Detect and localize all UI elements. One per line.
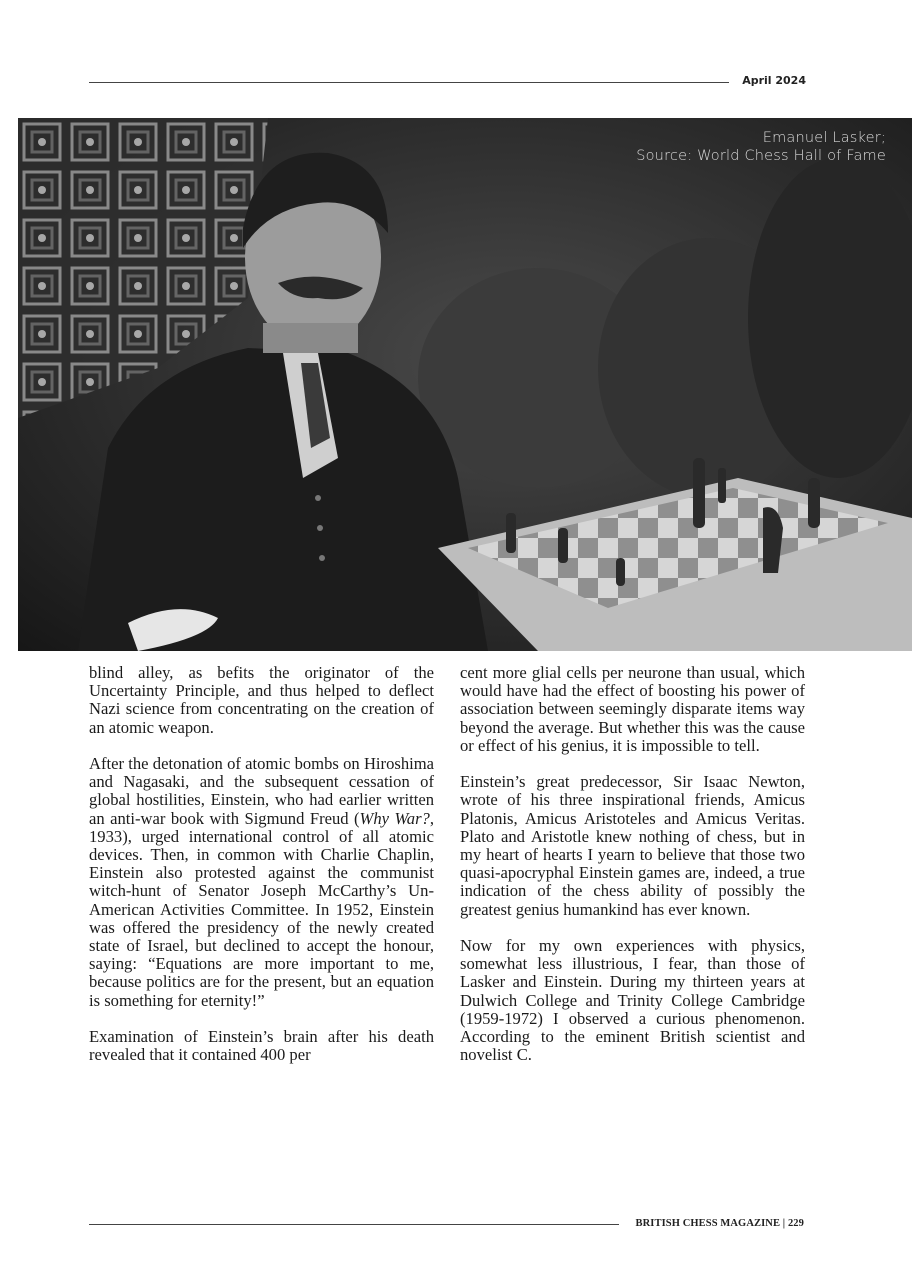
paragraph: Now for my own experiences with physics, somewhat less illustrious, I fear, than those of Lasker and Einstein. During my thirteen years at Dulwich College and Trinity College Cambridge (1959-1972) I observed a curious phenomenon. According to the eminent British scientist and novelist C. — [460, 936, 805, 1065]
footer-rule — [89, 1224, 619, 1225]
photo-caption — [636, 129, 886, 165]
issue-date: April 2024 — [742, 74, 806, 87]
header-rule — [89, 82, 729, 83]
paragraph: Einstein’s great predecessor, Sir Isaac Newton, wrote of his three inspirational friends, Amicus Platonis, Amicus Aristoteles and Amicus Veritas. Plato and Aristotle knew nothing of chess, but in my heart of hearts I yearn to believe that those two quasi-apocryphal Einstein games are, indeed, a true indication of the chess ability of possibly the greatest genius humankind has ever known. — [460, 772, 805, 919]
article-column-left — [89, 664, 434, 1064]
book-title: Why War? — [359, 808, 430, 828]
caption-line-source: Source: World Chess Hall of Fame — [636, 148, 886, 164]
paragraph-text: After the detonation of atomic bombs on Hiroshima and Nagasaki, and the subsequent cessation of global hostilities, Einstein, who had earlier written an anti-war book with Sigmund Freud ( — [89, 754, 434, 828]
footer-publication-page: BRITISH CHESS MAGAZINE | 229 — [635, 1218, 804, 1229]
caption-line-subject: Emanuel Lasker; — [762, 130, 886, 146]
paragraph: blind alley, as befits the originator of the Uncertainty Principle, and thus helped to deflect Nazi science from concentrating on the creation of an atomic weapon. — [89, 663, 434, 737]
paragraph — [89, 755, 434, 1010]
paragraph: cent more glial cells per neurone than usual, which would have had the effect of boosting his power of association between seemingly disparate items way beyond the average. But whether this was the cause or effect of his genius, it is impossible to tell. — [460, 663, 805, 755]
photo-lasker-at-chessboard — [18, 118, 912, 651]
paragraph-text: , 1933), urged international control of all atomic devices. Then, in common with Charlie Chaplin, Einstein also protested against the communist witch-hunt of Senator Joseph McCarthy’s Un-American Activities Committee. In 1952, Einstein was offered the presidency of the newly created state of Israel, but declined to accept the honour, saying: “Equations are more important to me, because politics are for the present, but an equation is something for eternity!” — [89, 808, 434, 1010]
article-column-right — [460, 664, 805, 1064]
paragraph: Examination of Einstein’s brain after his death revealed that it contained 400 per — [89, 1027, 434, 1065]
photo-illustration — [18, 118, 912, 651]
